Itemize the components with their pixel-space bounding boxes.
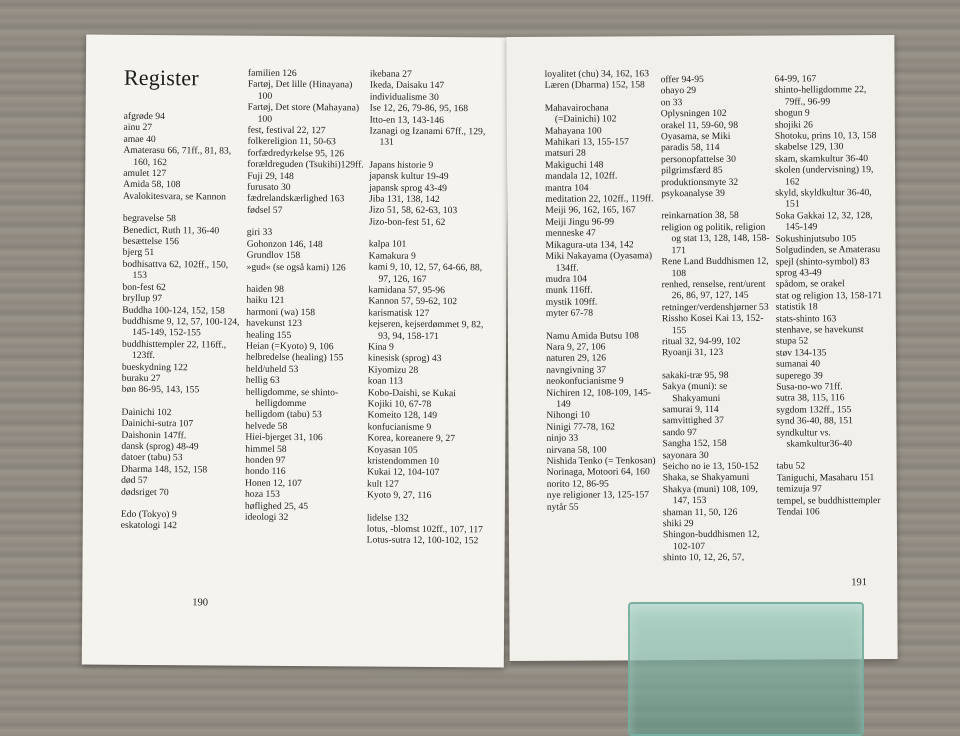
index-entry: konfucianisme 9 — [367, 421, 432, 433]
index-entry: hoza 153 — [244, 488, 280, 501]
index-entry: on 33 — [660, 96, 683, 109]
index-entry: Ise 12, 26, 79-86, 95, 168 — [369, 102, 469, 115]
index-column-4 — [545, 68, 657, 513]
index-entry: bryllup 97 — [122, 292, 163, 305]
entry-gap — [661, 199, 773, 211]
index-entry: Benedict, Ruth 11, 36-40 — [122, 224, 220, 237]
entry-gap — [121, 498, 239, 510]
index-entry: Rissho Kosei Kai 13, 152-155 — [661, 312, 764, 336]
index-entry: naturen 29, 126 — [546, 352, 607, 365]
index-entry: shinto 10, 12, 26, 57, — [663, 552, 745, 564]
index-entry: Dainichi-sutra 107 — [121, 417, 194, 430]
index-entry: produktionsmyte 32 — [661, 176, 739, 188]
index-entry: dansk (sprog) 48-49 — [121, 440, 199, 453]
index-column-6 — [775, 73, 885, 518]
index-entry: Susa-no-wo 71ff. — [776, 381, 843, 393]
index-entry: begravelse 58 — [122, 213, 176, 225]
index-entry: nytår 55 — [546, 501, 579, 513]
index-entry: haiku 121 — [246, 294, 285, 307]
index-entry: nye religioner 13, 125-157 — [546, 489, 650, 502]
index-entry: Rene Land Buddhismen 12, 108 — [661, 255, 769, 279]
index-entry: helligdomme, se shinto-helligdomme — [245, 386, 339, 410]
index-entry: superego 39 — [776, 369, 823, 382]
index-entry: ikebana 27 — [369, 68, 412, 80]
index-entry: Jizo 51, 58, 62-63, 103 — [368, 204, 458, 217]
index-entry: Dainichi 102 — [121, 406, 172, 418]
index-entry: renhed, renselse, rent/urent 26, 86, 97, 127, 145 — [661, 278, 766, 302]
index-entry: Buddha 100-124, 152, 158 — [122, 304, 225, 317]
index-entry: shogun 9 — [774, 107, 810, 119]
index-entry: orakel 11, 59-60, 98 — [660, 119, 739, 131]
index-entry: kult 127 — [367, 478, 399, 490]
index-entry: shiki 29 — [662, 518, 694, 530]
index-entry: Meiji 96, 162, 165, 167 — [545, 204, 636, 217]
index-entry: Shotoku, prins 10, 13, 158 — [774, 130, 877, 142]
index-entry: giri 33 — [246, 226, 273, 239]
index-entry: sakaki-træ 95, 98 — [662, 369, 729, 381]
index-entry: Shaka, se Shakyamuni — [662, 472, 750, 484]
index-entry: buddhisttempler 22, 116ff., 123ff. — [122, 338, 227, 362]
index-entry: offer 94-95 — [660, 73, 704, 86]
index-entry: myter 67-78 — [545, 307, 594, 319]
entry-gap — [662, 358, 774, 370]
index-entry: healing 155 — [246, 329, 292, 341]
index-entry: nirvana 58, 100 — [546, 444, 607, 456]
index-entry: skabelse 129, 130 — [774, 141, 844, 154]
index-entry: sygdom 132ff., 155 — [776, 404, 852, 416]
index-entry: menneske 47 — [545, 227, 596, 240]
index-entry: Kina 9 — [367, 341, 394, 353]
index-entry: afgrøde 94 — [123, 110, 165, 123]
index-entry: Avalokitesvara, se Kannon — [123, 190, 227, 203]
index-entry: buddhisme 9, 12, 57, 100-124, 145-149, 152-155 — [122, 315, 240, 339]
index-entry: Mahikari 13, 155-157 — [544, 136, 629, 148]
index-entry: psykoanalyse 39 — [661, 187, 725, 200]
index-entry: Shingon-buddhismen 12, 102-107 — [662, 529, 760, 552]
index-entry: Mahayana 100 — [544, 125, 602, 137]
index-entry: Kiyomizu 28 — [367, 364, 419, 376]
index-entry: Ninigi 77-78, 162 — [546, 421, 615, 433]
index-entry: sumanai 40 — [776, 358, 821, 370]
index-entry: paradis 58, 114 — [660, 142, 720, 154]
index-entry: amulet 127 — [123, 167, 167, 180]
index-entry: pilgrimsfærd 85 — [661, 165, 723, 177]
index-entry: Koyasan 105 — [367, 444, 418, 456]
index-entry: Nara 9, 27, 106 — [545, 341, 606, 353]
index-entry: kalpa 101 — [368, 238, 407, 251]
index-entry: Nihongi 10 — [546, 409, 590, 422]
index-entry: Edo (Tokyo) 9 — [120, 508, 177, 521]
index-entry: tabu 52 — [776, 460, 806, 473]
index-entry: Tendai 106 — [776, 506, 820, 518]
index-entry: Nichiren 12, 108-109, 145-149 — [546, 386, 651, 410]
index-entry: sutra 38, 115, 116 — [776, 392, 845, 404]
index-entry: Fuji 29, 148 — [247, 170, 294, 182]
index-entry: mandala 12, 102ff. — [545, 170, 618, 183]
entry-gap — [777, 449, 885, 461]
index-entry: fødsel 57 — [246, 204, 283, 216]
index-entry: Kukai 12, 104-107 — [367, 466, 440, 479]
index-entry: »gud« (se også kami) 126 — [246, 261, 346, 273]
entry-gap — [369, 148, 493, 160]
entry-gap — [246, 273, 364, 285]
index-entry: skolen (undervisning) 19, 162 — [775, 164, 874, 188]
index-entry: reinkarnation 38, 58 — [661, 210, 739, 222]
index-entry: Sakya (muni): se Shakyamuni — [662, 381, 728, 404]
index-entry: forfædredyrkelse 95, 126 — [247, 147, 345, 160]
index-entry: Læren (Dharma) 152, 158 — [544, 79, 645, 92]
index-entry: hellig 63 — [245, 374, 280, 387]
index-entry: Miki Nakayama (Oyasama) 134ff. — [545, 250, 653, 274]
index-entry: Makiguchi 148 — [545, 159, 604, 171]
index-entry: furusato 30 — [247, 181, 291, 194]
index-entry: Kobo-Daishi, se Kukai — [367, 387, 456, 399]
index-entry: shaman 11, 50, 126 — [662, 506, 738, 518]
index-entry: held/uheld 53 — [245, 363, 299, 375]
index-entry: Komeito 128, 149 — [367, 409, 438, 422]
page-title: Register — [123, 64, 199, 91]
index-entry: karismatisk 127 — [368, 307, 430, 319]
index-entry: Itto-en 13, 143-146 — [369, 114, 444, 126]
entry-gap — [367, 501, 491, 513]
index-entry: Honen 12, 107 — [245, 477, 302, 489]
index-entry: stupa 52 — [775, 335, 809, 347]
index-entry: Nishida Tenko (= Tenkosan) — [546, 455, 656, 467]
index-entry: Kamakura 9 — [368, 250, 416, 262]
index-entry: individualisme 30 — [369, 91, 439, 103]
index-entry: temizuja 97 — [776, 483, 822, 495]
index-entry: Seicho no ie 13, 150-152 — [662, 460, 759, 473]
index-entry: Gohonzon 146, 148 — [246, 238, 323, 250]
entry-gap — [545, 91, 655, 103]
glass-paperweight — [628, 602, 864, 736]
index-entry: Mahavairochana (=Dainichi) 102 — [544, 102, 617, 125]
index-entry: datoer (tabu) 53 — [121, 452, 183, 464]
index-entry: norito 12, 86-95 — [546, 478, 609, 490]
index-entry: familien 126 — [247, 67, 297, 80]
entry-gap — [122, 396, 240, 408]
index-entry: Amida 58, 108 — [123, 179, 181, 191]
index-entry: fædrelandskærlighed 163 — [247, 193, 345, 205]
index-entry: Lotus-sutra 12, 100-102, 152 — [366, 534, 479, 547]
index-entry: synd 36-40, 88, 151 — [776, 415, 853, 427]
index-entry: Oyasama, se Miki — [660, 130, 731, 143]
index-entry: ritual 32, 94-99, 102 — [661, 335, 741, 348]
index-entry: koan 113 — [367, 375, 403, 387]
index-entry: helvede 58 — [245, 420, 288, 432]
index-entry: Grundlov 158 — [246, 249, 301, 262]
index-entry: shinto-helligdomme 22, 79ff., 96-99 — [774, 84, 867, 108]
index-entry: Fartøj, Det store (Mahayana) 100 — [247, 101, 360, 125]
index-entry: lidelse 132 — [366, 512, 409, 524]
index-entry: ninjo 33 — [546, 432, 579, 445]
index-entry: Izanagi og Izanami 67ff., 129, 131 — [369, 125, 486, 149]
index-column-2 — [245, 68, 366, 524]
index-entry: ideologi 32 — [244, 511, 289, 523]
index-entry: bodhisattva 62, 102ff., 150, 153 — [122, 258, 229, 282]
index-entry: Ikeda, Daisaku 147 — [369, 79, 445, 92]
index-entry: samvittighed 37 — [662, 415, 724, 427]
index-entry: havekunst 123 — [246, 317, 302, 330]
index-entry: død 57 — [121, 474, 148, 487]
index-entry: kejseren, kejserdømmet 9, 82, 93, 94, 158-171 — [368, 318, 484, 342]
index-entry: Soka Gakkai 12, 32, 128, 145-149 — [775, 209, 873, 233]
index-entry: retninger/verdenshjørner 53 — [661, 301, 769, 313]
index-entry: Norinaga, Motoori 64, 160 — [546, 466, 650, 479]
index-entry: ohayo 29 — [660, 85, 697, 97]
index-entry: personopfattelse 30 — [660, 153, 736, 166]
index-entry: religion og politik, religion og stat 13, 128, 148, 158-171 — [661, 221, 770, 256]
index-entry: loyalitet (chu) 34, 162, 163 — [544, 68, 650, 80]
index-column-1 — [121, 111, 242, 533]
index-entry: 64-99, 167 — [774, 73, 817, 85]
index-entry: Meiji Jingu 96-99 — [545, 216, 615, 228]
index-entry: tempel, se buddhisttempler — [776, 494, 881, 507]
index-entry: neokonfucianisme 9 — [546, 375, 624, 387]
index-entry: Taniguchi, Masaharu 151 — [776, 471, 875, 484]
index-entry: Amaterasu 66, 71ff., 81, 83, 160, 162 — [123, 145, 232, 168]
index-entry: dødsriget 70 — [120, 486, 169, 498]
index-entry: japansk sprog 43-49 — [369, 182, 447, 194]
index-entry: støv 134-135 — [775, 347, 827, 359]
index-entry: sayonara 30 — [662, 449, 709, 461]
index-entry: sprog 43-49 — [775, 267, 822, 279]
index-entry: mudra 104 — [545, 273, 587, 285]
entry-gap — [369, 228, 493, 240]
index-entry: honden 97 — [245, 454, 286, 466]
index-entry: Shakya (muni) 108, 109, 147, 153 — [662, 483, 758, 507]
index-entry: Jiba 131, 138, 142 — [369, 193, 440, 206]
index-entry: mantra 104 — [545, 182, 589, 194]
index-entry: Kyoto 9, 27, 116 — [366, 489, 432, 502]
index-entry: meditation 22, 102ff., 119ff. — [545, 193, 654, 205]
index-entry: forældreguden (Tsukihi)129ff. — [247, 158, 364, 171]
index-entry: bueskydning 122 — [121, 361, 188, 373]
index-entry: helligdom (tabu) 53 — [245, 409, 322, 421]
index-entry: japansk kultur 19-49 — [369, 170, 449, 183]
index-entry: Dharma 148, 152, 158 — [121, 463, 208, 476]
index-entry: sando 97 — [662, 426, 697, 438]
index-entry: matsuri 28 — [544, 148, 586, 160]
index-entry: Namu Amida Butsu 108 — [545, 329, 639, 342]
index-entry: Kojiki 10, 67-78 — [367, 398, 432, 410]
entry-gap — [546, 319, 656, 331]
index-column-3 — [367, 69, 494, 548]
right-page — [506, 35, 897, 661]
index-entry: shojiki 26 — [774, 119, 813, 131]
index-entry: høflighed 25, 45 — [244, 500, 309, 512]
index-entry: navngivning 37 — [546, 364, 607, 376]
index-entry: Ryoanji 31, 123 — [661, 347, 724, 359]
page-number-left: 190 — [192, 597, 209, 609]
index-entry: ainu 27 — [123, 122, 153, 134]
index-entry: stat og religion 13, 158-171 — [775, 289, 883, 302]
left-page — [82, 35, 508, 668]
page-number-right: 191 — [851, 577, 868, 589]
index-entry: syndkultur vs. skamkultur36-40 — [776, 426, 853, 450]
index-entry: folkereligion 11, 50-63 — [247, 136, 336, 148]
index-entry: helbredelse (healing) 155 — [245, 352, 344, 364]
index-entry: Sokushinjutsubo 105 — [775, 232, 857, 245]
index-entry: Oplysningen 102 — [660, 108, 727, 120]
index-entry: Daishonin 147ff. — [121, 429, 187, 441]
index-entry: Korea, koreanere 9, 27 — [367, 432, 456, 445]
index-entry: stats-shinto 163 — [775, 312, 837, 325]
index-entry: Solgudinden, se Amaterasu — [775, 244, 881, 256]
index-entry: bjerg 51 — [122, 247, 155, 259]
entry-gap — [247, 216, 365, 228]
index-entry: Mikagura-uta 134, 142 — [545, 239, 634, 251]
index-entry: Fartøj, Det lille (Hinayana) 100 — [247, 79, 353, 102]
index-entry: kinesisk (sprog) 43 — [367, 352, 442, 365]
index-entry: mystik 109ff. — [545, 296, 598, 308]
index-entry: kristendommen 10 — [367, 455, 439, 468]
index-entry: Jizo-bon-fest 51, 62 — [368, 216, 446, 228]
index-entry: bøn 86-95, 143, 155 — [121, 384, 200, 396]
index-entry: kamidana 57, 95-96 — [368, 284, 445, 296]
index-entry: Japans historie 9 — [369, 159, 434, 171]
index-entry: buraku 27 — [121, 372, 161, 384]
index-entry: stenhave, se havekunst — [775, 324, 864, 336]
index-entry: haiden 98 — [246, 283, 285, 295]
index-entry: munk 116ff. — [545, 284, 593, 297]
index-entry: bon-fest 62 — [122, 281, 166, 293]
index-entry: samurai 9, 114 — [662, 403, 719, 416]
index-entry: Kannon 57, 59-62, 102 — [368, 295, 458, 308]
index-entry: Sangha 152, 158 — [662, 438, 727, 450]
index-entry: besættelse 156 — [122, 235, 180, 248]
index-entry: fest, festival 22, 127 — [247, 124, 326, 137]
index-entry: skyld, skyldkultur 36-40, 151 — [775, 187, 872, 211]
index-entry: Heian (=Kyoto) 9, 106 — [245, 340, 334, 353]
entry-gap — [123, 202, 241, 214]
index-entry: skam, skamkultur 36-40 — [774, 152, 869, 165]
index-entry: Hiei-bjerget 31, 106 — [245, 431, 323, 444]
index-entry: kami 9, 10, 12, 57, 64-66, 88, 97, 126, 167 — [368, 261, 483, 285]
index-entry: spådom, se orakel — [775, 278, 845, 290]
index-entry: hondo 116 — [245, 466, 286, 478]
index-entry: lotus, -blomst 102ff., 107, 117 — [366, 523, 483, 536]
index-entry: eskatologi 142 — [120, 520, 178, 532]
index-entry: amae 40 — [123, 133, 156, 145]
index-column-5 — [661, 74, 776, 564]
index-entry: harmoni (wa) 158 — [246, 306, 316, 318]
index-entry: spejl (shinto-symbol) 83 — [775, 255, 870, 268]
index-entry: himmel 58 — [245, 443, 287, 455]
index-entry: statistik 18 — [775, 301, 818, 313]
